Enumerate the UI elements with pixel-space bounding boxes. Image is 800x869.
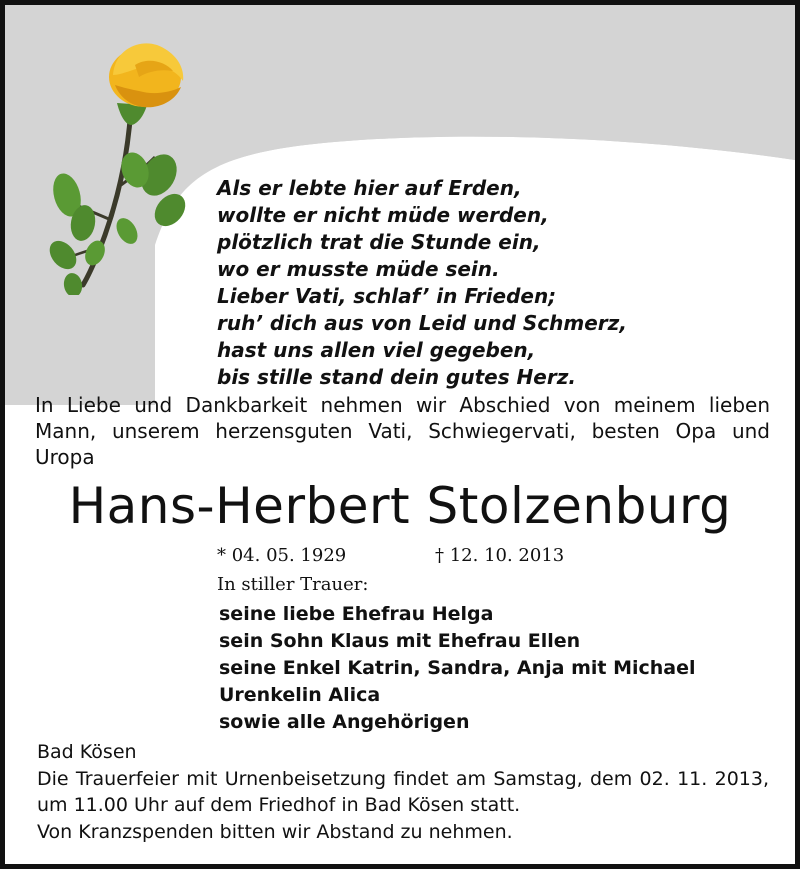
poem-line: wollte er nicht müde werden, [217,203,549,227]
mourning-label: In stiller Trauer: [217,574,369,595]
mourner-item: seine Enkel Katrin, Sandra, Anja mit Michael [219,657,696,679]
poem-line: hast uns allen viel gegeben, [217,338,536,362]
mourner-item: Urenkelin Alica [219,684,381,706]
mourner-item: sein Sohn Klaus mit Ehefrau Ellen [219,630,581,652]
flowers-note: Von Kranzspenden bitten wir Abstand zu nehmen. [37,821,513,843]
poem-line: Lieber Vati, schlaf’ in Frieden; [217,284,557,308]
mourners-list [219,601,696,736]
rose-icon [35,35,195,295]
poem-line: bis stille stand dein gutes Herz. [217,365,576,389]
funeral-service-info: Die Trauerfeier mit Urnenbeisetzung findet am Samstag, dem 02. 11. 2013, um 11.00 Uhr auf dem Friedhof in Bad Kösen statt. [37,768,769,816]
mourner-item: sowie alle Angehörigen [219,711,470,733]
poem-line: ruh’ dich aus von Leid und Schmerz, [217,311,627,335]
poem-verse [217,175,627,391]
intro-text: In Liebe und Dankbarkeit nehmen wir Abschied von meinem lieben Mann, unserem herzensguten Vati, Schwiegervati, besten Opa und Uropa [35,393,770,469]
poem-line: Als er lebte hier auf Erden, [217,176,522,200]
death-date: † 12. 10. 2013 [435,545,565,566]
poem-line: wo er musste müde sein. [217,257,500,281]
birth-date: * 04. 05. 1929 [217,545,347,566]
life-dates [217,544,565,568]
deceased-name: Hans-Herbert Stolzenburg [68,477,732,535]
mourner-item: seine liebe Ehefrau Helga [219,603,494,625]
poem-line: plötzlich trat die Stunde ein, [217,230,541,254]
place-name: Bad Kösen [37,741,137,763]
